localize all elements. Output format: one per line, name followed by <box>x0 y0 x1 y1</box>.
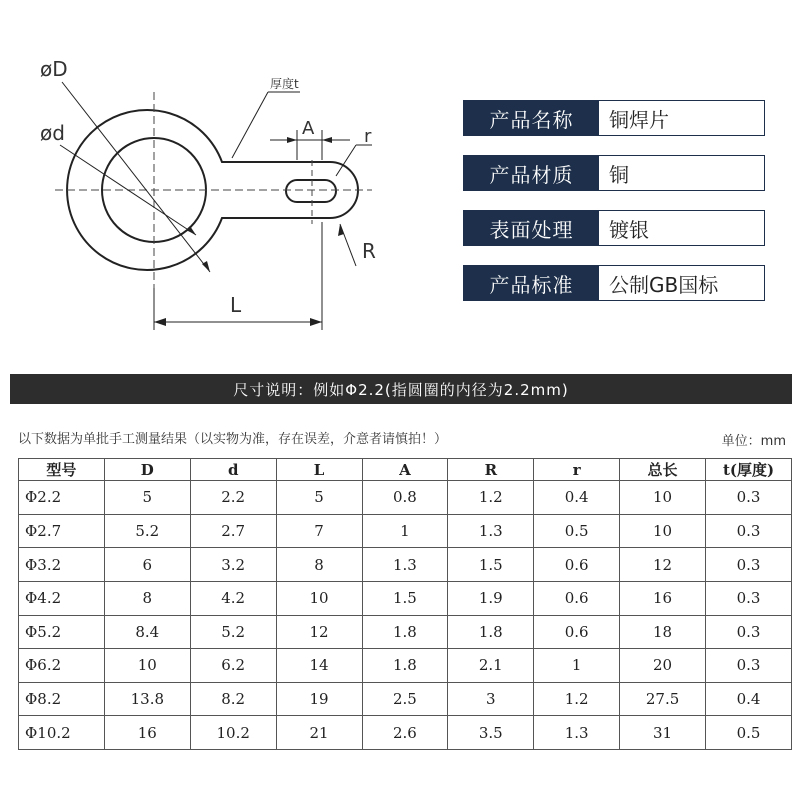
value-cell: 1.8 <box>362 649 448 683</box>
col-header: R <box>448 459 534 481</box>
value-cell: 31 <box>620 716 706 750</box>
value-cell: 1.3 <box>362 548 448 582</box>
value-cell: 1.3 <box>534 716 620 750</box>
col-header: A <box>362 459 448 481</box>
col-header: D <box>104 459 190 481</box>
spec-value: 镀银 <box>599 211 764 245</box>
spec-product-name <box>463 100 765 136</box>
spec-key: 表面处理 <box>464 211 599 245</box>
value-cell: 3.2 <box>190 548 276 582</box>
value-cell: 12 <box>276 615 362 649</box>
value-cell: 1.5 <box>448 548 534 582</box>
value-cell: 7 <box>276 514 362 548</box>
spec-standard <box>463 265 765 301</box>
value-cell: 16 <box>104 716 190 750</box>
value-cell: 8 <box>276 548 362 582</box>
slot <box>286 180 336 202</box>
table-row <box>19 716 792 750</box>
value-cell: 1.9 <box>448 581 534 615</box>
technical-drawing <box>0 0 460 350</box>
col-header: r <box>534 459 620 481</box>
table-row <box>19 481 792 515</box>
value-cell: 2.6 <box>362 716 448 750</box>
value-cell: 0.3 <box>706 581 792 615</box>
value-cell: 5.2 <box>104 514 190 548</box>
label-outer-diameter: øD <box>40 57 68 81</box>
value-cell: 0.8 <box>362 481 448 515</box>
value-cell: 10 <box>104 649 190 683</box>
spec-key: 产品名称 <box>464 101 599 135</box>
value-cell: 1.2 <box>448 481 534 515</box>
value-cell: 3 <box>448 682 534 716</box>
spec-value: 公制GB国标 <box>599 266 764 300</box>
model-cell: Φ4.2 <box>19 581 105 615</box>
label-r-large: R <box>362 239 376 263</box>
value-cell: 1.3 <box>448 514 534 548</box>
value-cell: 0.6 <box>534 548 620 582</box>
value-cell: 2.2 <box>190 481 276 515</box>
value-cell: 19 <box>276 682 362 716</box>
col-header: t(厚度) <box>706 459 792 481</box>
table-row <box>19 581 792 615</box>
value-cell: 20 <box>620 649 706 683</box>
model-cell: Φ5.2 <box>19 615 105 649</box>
value-cell: 5 <box>104 481 190 515</box>
label-a: A <box>302 118 315 139</box>
value-cell: 8.2 <box>190 682 276 716</box>
col-header: 型号 <box>19 459 105 481</box>
value-cell: 10 <box>620 514 706 548</box>
value-cell: 21 <box>276 716 362 750</box>
value-cell: 10 <box>620 481 706 515</box>
value-cell: 4.2 <box>190 581 276 615</box>
value-cell: 5 <box>276 481 362 515</box>
model-cell: Φ10.2 <box>19 716 105 750</box>
value-cell: 5.2 <box>190 615 276 649</box>
model-cell: Φ6.2 <box>19 649 105 683</box>
value-cell: 1.5 <box>362 581 448 615</box>
table-row <box>19 548 792 582</box>
value-cell: 0.4 <box>534 481 620 515</box>
col-header: 总长 <box>620 459 706 481</box>
value-cell: 10.2 <box>190 716 276 750</box>
model-cell: Φ8.2 <box>19 682 105 716</box>
value-cell: 3.5 <box>448 716 534 750</box>
value-cell: 1.8 <box>448 615 534 649</box>
model-cell: Φ2.7 <box>19 514 105 548</box>
size-explanation-banner: 尺寸说明：例如Φ2.2(指圆圈的内径为2.2mm) <box>10 374 792 404</box>
value-cell: 12 <box>620 548 706 582</box>
table-row <box>19 649 792 683</box>
spec-key: 产品材质 <box>464 156 599 190</box>
value-cell: 13.8 <box>104 682 190 716</box>
value-cell: 0.4 <box>706 682 792 716</box>
value-cell: 10 <box>276 581 362 615</box>
spec-material <box>463 155 765 191</box>
spec-surface-treatment <box>463 210 765 246</box>
value-cell: 2.5 <box>362 682 448 716</box>
measurement-note: 以下数据为单批手工测量结果（以实物为准，存在误差，介意者请慎拍！） <box>18 432 448 447</box>
value-cell: 0.5 <box>534 514 620 548</box>
value-cell: 0.5 <box>706 716 792 750</box>
value-cell: 0.6 <box>534 581 620 615</box>
spec-key: 产品标准 <box>464 266 599 300</box>
col-header: d <box>190 459 276 481</box>
unit-label: 单位：mm <box>721 434 786 449</box>
value-cell: 0.3 <box>706 649 792 683</box>
value-cell: 18 <box>620 615 706 649</box>
value-cell: 27.5 <box>620 682 706 716</box>
value-cell: 0.6 <box>534 615 620 649</box>
label-thickness: 厚度t <box>270 77 299 91</box>
value-cell: 0.3 <box>706 514 792 548</box>
value-cell: 0.3 <box>706 481 792 515</box>
table-row <box>19 682 792 716</box>
value-cell: 14 <box>276 649 362 683</box>
model-cell: Φ3.2 <box>19 548 105 582</box>
value-cell: 6.2 <box>190 649 276 683</box>
spec-value: 铜 <box>599 156 764 190</box>
value-cell: 16 <box>620 581 706 615</box>
value-cell: 2.7 <box>190 514 276 548</box>
value-cell: 1.8 <box>362 615 448 649</box>
label-l: L <box>230 293 242 317</box>
value-cell: 0.3 <box>706 548 792 582</box>
dimension-table <box>18 458 792 750</box>
value-cell: 8.4 <box>104 615 190 649</box>
table-row <box>19 514 792 548</box>
table-header-row <box>19 459 792 481</box>
value-cell: 8 <box>104 581 190 615</box>
model-cell: Φ2.2 <box>19 481 105 515</box>
col-header: L <box>276 459 362 481</box>
value-cell: 2.1 <box>448 649 534 683</box>
value-cell: 0.3 <box>706 615 792 649</box>
value-cell: 6 <box>104 548 190 582</box>
label-inner-diameter: ød <box>40 121 65 145</box>
label-r-small: r <box>364 126 372 147</box>
value-cell: 1 <box>362 514 448 548</box>
spec-value: 铜焊片 <box>599 101 764 135</box>
value-cell: 1.2 <box>534 682 620 716</box>
table-row <box>19 615 792 649</box>
value-cell: 1 <box>534 649 620 683</box>
